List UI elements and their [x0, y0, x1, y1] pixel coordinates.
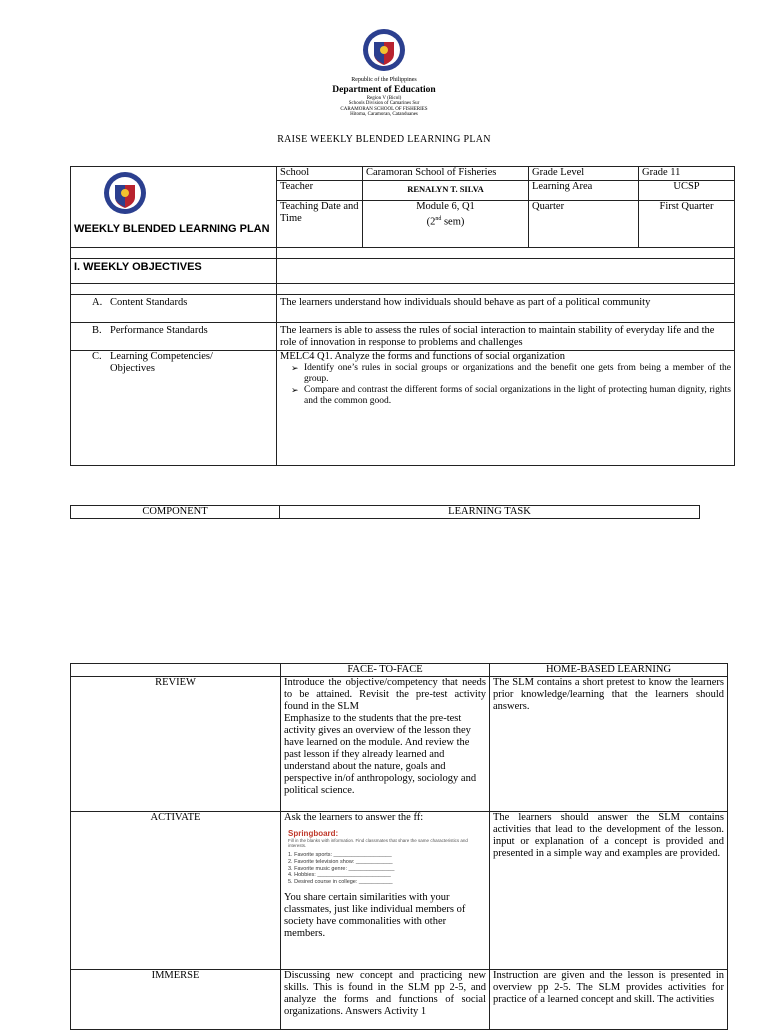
activate-home-cell: The learners should answer the SLM contains activities that lead to the development of the lesson. input or explanation of a concept is provided and presented in a simple way and examples are provided.: [490, 812, 728, 970]
review-label: REVIEW: [71, 677, 281, 812]
springboard-description: Fill in the blanks with information. Find classmates that share the same characteristics and interests.: [288, 838, 468, 848]
activate-f2f-intro: Ask the learners to answer the ff:: [284, 812, 424, 823]
school-address-block: [0, 96, 768, 118]
weekly-objectives-title: I. WEEKLY OBJECTIVES: [71, 259, 277, 284]
springboard-item: 3. Favorite music genre: _______________: [288, 865, 395, 872]
quarter-label: Quarter: [529, 201, 639, 248]
department-name: Department of Education: [332, 85, 436, 95]
content-standards-label: A. Content Standards: [71, 295, 277, 323]
plan-info-table: [70, 166, 735, 466]
immerse-home-cell: Instruction are given and the lesson is presented in overview pp 2-5. The SLM provides activities for practice of a learned concept and skill. The activities: [490, 970, 728, 1030]
springboard-item: 2. Favorite television show: ____________: [288, 858, 393, 865]
springboard-item: 1. Favorite sports: ___________________: [288, 852, 392, 858]
review-f2f-intro: Introduce the objective/competency that needs to be attained. Revisit the pre-test activity found in the SLM: [284, 677, 486, 712]
melc-text: MELC4 Q1. Analyze the forms and functions of social organization: [280, 351, 565, 362]
springboard-item: 4. Hobbies: ________________________: [288, 872, 391, 879]
activate-f2f-after: You share certain similarities with your classmates, just like individual members of society have commonalities with other members.: [284, 891, 466, 939]
springboard-item: 5. Desired course in college: ___________: [288, 879, 393, 886]
learning-task-heading: LEARNING TASK: [280, 506, 700, 519]
performance-standards-text: The learners is able to assess the rules of social interaction to maintain stability of everyday life and the role of innovation in response to problems and challenges: [277, 323, 735, 351]
module-value: Module 6, Q1: [416, 201, 475, 212]
objective-item: ➢ Identify one’s rules in social groups or organizations and the benefit one gets from being a member of the group.: [304, 363, 731, 385]
region-line: Region V (Bicol): [366, 96, 402, 101]
objective-item: ➢ Compare and contrast the different forms of social organizations in the light of protecting human dignity, rights and the common good.: [304, 385, 731, 407]
teacher-value: RENALYN T. SILVA: [363, 181, 529, 201]
grade-level-label: Grade Level: [529, 167, 639, 181]
performance-standards-label: B. Performance Standards: [71, 323, 277, 351]
module-cell: [363, 201, 529, 248]
deped-seal-icon: [362, 28, 406, 72]
activate-f2f-cell: [281, 812, 490, 970]
school-line: CARAMORAN SCHOOL OF FISHERIES: [340, 106, 428, 112]
face-to-face-heading: FACE- TO-FACE: [281, 664, 490, 677]
learning-area-label: Learning Area: [529, 181, 639, 201]
deped-seal-small-icon: [103, 171, 147, 215]
republic-text: Republic of the Philippines: [351, 77, 417, 83]
grade-level-value: Grade 11: [639, 167, 735, 181]
springboard-box: [288, 829, 486, 886]
address-line: Hitoma, Caramoran, Catanduanes: [350, 112, 418, 118]
learning-competencies-text: [277, 351, 735, 466]
school-value: Caramoran School of Fisheries: [363, 167, 529, 181]
review-home-cell: The SLM contains a short pretest to know the learners prior knowledge/learning that the learners should answers.: [490, 677, 728, 812]
date-label: Teaching Date and Time: [277, 201, 363, 248]
review-f2f-details: Emphasize to the students that the pre-test activity gives an overview of the lesson they have learned on the module. And review the past lesson if they already learned and understand about the nature, goals and perspective in/of anthropology, sociology and political science.: [284, 713, 477, 796]
content-standards-text: The learners understand how individuals should behave as part of a political community: [277, 295, 735, 323]
component-header-table: [70, 505, 700, 519]
home-based-heading: HOME-BASED LEARNING: [490, 664, 728, 677]
semester-value: (2nd sem): [426, 216, 465, 228]
plan-label: WEEKLY BLENDED LEARNING PLAN: [74, 223, 270, 235]
immerse-f2f-cell: Discussing new concept and practicing new skills. This is found in the SLM pp 2-5, and analyze the forms and functions of social organizations. Answers Activity 1: [281, 970, 490, 1030]
immerse-label: IMMERSE: [71, 970, 281, 1030]
activate-label: ACTIVATE: [71, 812, 281, 970]
learning-area-value: UCSP: [639, 181, 735, 201]
learning-competencies-label: C. Learning Competencies/ Objectives: [71, 351, 277, 466]
school-label: School: [277, 167, 363, 181]
teacher-label: Teacher: [277, 181, 363, 201]
springboard-title: Springboard:: [288, 829, 339, 838]
quarter-value: First Quarter: [639, 201, 735, 248]
objectives-list: [280, 363, 731, 407]
component-heading: COMPONENT: [71, 506, 280, 519]
review-f2f-cell: [281, 677, 490, 812]
plan-logo-cell: [71, 167, 277, 248]
plan-title: RAISE WEEKLY BLENDED LEARNING PLAN: [277, 134, 491, 145]
division-line: Schools Division of Camarines Sur: [348, 101, 420, 107]
learning-task-table: [70, 663, 728, 1030]
